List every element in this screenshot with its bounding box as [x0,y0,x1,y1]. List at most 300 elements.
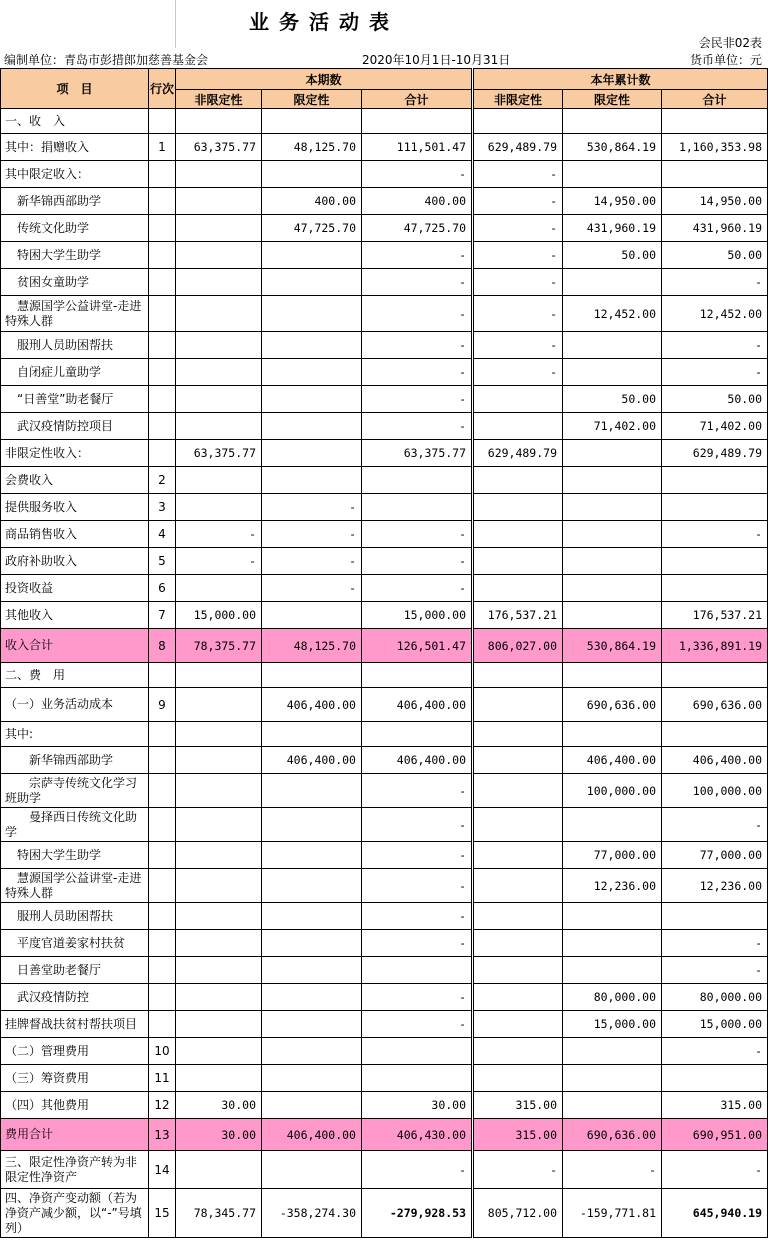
row-item: 其中: [1,722,149,747]
activity-table [0,68,768,1238]
header-line-no: 行次 [149,69,176,109]
header-current: 本期数 [176,69,473,90]
cell-c2 [262,663,362,688]
table-row [1,494,768,521]
row-line-no [149,842,176,869]
header-item: 项 目 [1,69,149,109]
cell-y2 [563,332,662,359]
cell-c2 [262,808,362,842]
cell-c2 [262,722,362,747]
cell-y3: - [662,332,768,359]
cell-c1: 78,375.77 [176,629,262,663]
cell-y3: 431,960.19 [662,215,768,242]
row-line-no: 12 [149,1092,176,1119]
cell-c1 [176,575,262,602]
cell-y3 [662,109,768,134]
row-item: 贫困女童助学 [1,269,149,296]
cell-c2 [262,413,362,440]
cell-y3: 690,951.00 [662,1119,768,1151]
cell-y1 [473,413,563,440]
cell-c3: - [362,386,473,413]
cell-y3 [662,663,768,688]
row-item: 服刑人员助困帮扶 [1,903,149,930]
header-current-total: 合计 [362,90,473,109]
cell-c3 [362,957,473,984]
cell-y3: 12,236.00 [662,869,768,903]
row-item: 其中：捐赠收入 [1,134,149,161]
cell-c3: 406,400.00 [362,688,473,722]
cell-y3: 50.00 [662,242,768,269]
row-item: 二、费 用 [1,663,149,688]
cell-y1 [473,869,563,903]
row-line-no: 1 [149,134,176,161]
cell-y2 [563,494,662,521]
row-item: 挂牌督战扶贫村帮扶项目 [1,1011,149,1038]
cell-c3: - [362,774,473,808]
cell-y1: - [473,215,563,242]
cell-c1 [176,869,262,903]
cell-y3: 629,489.79 [662,440,768,467]
cell-y1 [473,903,563,930]
cell-c1 [176,161,262,188]
cell-y1: - [473,188,563,215]
cell-y2 [563,1065,662,1092]
cell-y1: - [473,269,563,296]
row-item: 日善堂助老餐厅 [1,957,149,984]
row-line-no: 2 [149,467,176,494]
row-line-no: 3 [149,494,176,521]
row-item: 武汉疫情防控 [1,984,149,1011]
table-row [1,188,768,215]
cell-c3: 406,430.00 [362,1119,473,1151]
table-row [1,1119,768,1151]
cell-c1 [176,903,262,930]
cell-y3: - [662,1151,768,1189]
cell-c3 [362,109,473,134]
row-item: 武汉疫情防控项目 [1,413,149,440]
cell-y2: 431,960.19 [563,215,662,242]
cell-y1 [473,957,563,984]
row-line-no: 15 [149,1189,176,1238]
row-line-no [149,109,176,134]
cell-y2: - [563,1151,662,1189]
row-item: “日善堂”助老餐厅 [1,386,149,413]
table-row [1,413,768,440]
cell-c1 [176,242,262,269]
cell-c2 [262,242,362,269]
row-line-no [149,269,176,296]
cell-c1 [176,808,262,842]
cell-c2 [262,386,362,413]
cell-c3: 15,000.00 [362,602,473,629]
row-line-no: 5 [149,548,176,575]
cell-c2 [262,296,362,332]
cell-y3: 1,336,891.19 [662,629,768,663]
row-item: 非限定性收入： [1,440,149,467]
cell-y2 [563,957,662,984]
row-item: 特困大学生助学 [1,842,149,869]
row-item: 新华锦西部助学 [1,188,149,215]
header-current-restricted: 限定性 [262,90,362,109]
row-line-no [149,722,176,747]
cell-y3: - [662,808,768,842]
cell-y2 [563,521,662,548]
table-row [1,215,768,242]
cell-c2: - [262,548,362,575]
cell-c2 [262,467,362,494]
cell-c1 [176,663,262,688]
cell-y3 [662,722,768,747]
row-line-no: 10 [149,1038,176,1065]
cell-y1 [473,930,563,957]
table-row [1,242,768,269]
cell-y2 [563,602,662,629]
cell-y1: - [473,332,563,359]
currency-label: 货币单位：元 [689,53,762,67]
cell-c1 [176,332,262,359]
row-line-no [149,413,176,440]
cell-c2: 47,725.70 [262,215,362,242]
cell-c1 [176,467,262,494]
cell-y1 [473,984,563,1011]
row-item: 一、收 入 [1,109,149,134]
cell-c1 [176,413,262,440]
cell-c3: - [362,242,473,269]
cell-y1 [473,688,563,722]
cell-c3 [362,1038,473,1065]
cell-c2 [262,109,362,134]
cell-y1 [473,1011,563,1038]
cell-y1 [473,521,563,548]
table-row [1,663,768,688]
cell-y2 [563,269,662,296]
cell-y1: - [473,296,563,332]
cell-c1: 63,375.77 [176,440,262,467]
cell-c1: 30.00 [176,1092,262,1119]
cell-c1 [176,957,262,984]
cell-y3: 15,000.00 [662,1011,768,1038]
cell-c1 [176,494,262,521]
cell-y2: 690,636.00 [563,688,662,722]
cell-y2 [563,808,662,842]
cell-c2: 48,125.70 [262,629,362,663]
cell-y1: 805,712.00 [473,1189,563,1238]
page-title: 业务活动表 [249,10,399,34]
cell-y3: 315.00 [662,1092,768,1119]
cell-y2: 50.00 [563,386,662,413]
table-row [1,869,768,903]
cell-c1 [176,722,262,747]
row-item: 特困大学生助学 [1,242,149,269]
cell-c2 [262,903,362,930]
cell-c2 [262,602,362,629]
cell-c3: - [362,332,473,359]
cell-y1 [473,109,563,134]
cell-c2: 48,125.70 [262,134,362,161]
row-line-no [149,296,176,332]
cell-c3 [362,1065,473,1092]
cell-c3: 47,725.70 [362,215,473,242]
row-line-no [149,161,176,188]
row-item: 商品销售收入 [1,521,149,548]
cell-c2: 400.00 [262,188,362,215]
cell-y2: 12,236.00 [563,869,662,903]
cell-c1 [176,215,262,242]
cell-c1: - [176,548,262,575]
cell-y3: 690,636.00 [662,688,768,722]
cell-c1 [176,774,262,808]
cell-y2: 100,000.00 [563,774,662,808]
table-row [1,359,768,386]
cell-y3: - [662,521,768,548]
row-item: 其他收入 [1,602,149,629]
table-body [1,109,768,1238]
cell-c2 [262,1092,362,1119]
row-line-no [149,747,176,774]
cell-c1 [176,688,262,722]
table-row [1,1189,768,1238]
cell-y1 [473,1038,563,1065]
cell-c2 [262,440,362,467]
cell-c2 [262,1011,362,1038]
cell-y2: 14,950.00 [563,188,662,215]
cell-c3: 406,400.00 [362,747,473,774]
header-ytd-total: 合计 [662,90,768,109]
table-row [1,1151,768,1189]
cell-y3 [662,575,768,602]
cell-c3 [362,494,473,521]
cell-y1 [473,548,563,575]
header-ytd-unrestricted: 非限定性 [473,90,563,109]
row-line-no: 8 [149,629,176,663]
row-item: 会费收入 [1,467,149,494]
cell-c3: - [362,296,473,332]
cell-c3: - [362,842,473,869]
row-item: 收入合计 [1,629,149,663]
cell-y2: 80,000.00 [563,984,662,1011]
cell-c3: - [362,869,473,903]
row-item: 平度官道姜家村扶贫 [1,930,149,957]
cell-c3: 30.00 [362,1092,473,1119]
row-item: 费用合计 [1,1119,149,1151]
cell-y3: 100,000.00 [662,774,768,808]
table-row [1,903,768,930]
cell-c2 [262,332,362,359]
cell-y2 [563,663,662,688]
cell-y3: 77,000.00 [662,842,768,869]
cell-y2: 71,402.00 [563,413,662,440]
table-row [1,386,768,413]
table-row [1,332,768,359]
cell-c3: - [362,359,473,386]
table-row [1,688,768,722]
cell-y1 [473,842,563,869]
row-item: 曼择西日传统文化助学 [1,808,149,842]
row-line-no [149,1011,176,1038]
cell-y3: - [662,1038,768,1065]
row-line-no [149,215,176,242]
cell-c3: - [362,808,473,842]
cell-y3: - [662,359,768,386]
cell-y3 [662,467,768,494]
cell-y2 [563,467,662,494]
cell-c3: - [362,1151,473,1189]
row-item: 慧源国学公益讲堂-走进特殊人群 [1,869,149,903]
cell-c1 [176,930,262,957]
row-line-no: 6 [149,575,176,602]
row-line-no: 11 [149,1065,176,1092]
cell-y2: 15,000.00 [563,1011,662,1038]
row-line-no [149,188,176,215]
cell-c2: 406,400.00 [262,688,362,722]
cell-c3: 400.00 [362,188,473,215]
table-row [1,722,768,747]
cell-c1: 78,345.77 [176,1189,262,1238]
cell-c2: - [262,575,362,602]
row-item: 宗萨寺传统文化学习班助学 [1,774,149,808]
row-line-no [149,930,176,957]
table-row [1,747,768,774]
table-row [1,1065,768,1092]
cell-y3 [662,903,768,930]
cell-c2 [262,161,362,188]
cell-y3 [662,548,768,575]
cell-c1 [176,188,262,215]
cell-y2 [563,161,662,188]
cell-c2 [262,842,362,869]
cell-y3: - [662,269,768,296]
cell-y2: 530,864.19 [563,134,662,161]
row-item: 投资收益 [1,575,149,602]
row-item: 提供服务收入 [1,494,149,521]
cell-y1 [473,747,563,774]
row-line-no [149,957,176,984]
cell-c2 [262,869,362,903]
table-row [1,296,768,332]
cell-c2 [262,269,362,296]
cell-y1: 806,027.00 [473,629,563,663]
cell-y1 [473,575,563,602]
cell-y3: 1,160,353.98 [662,134,768,161]
table-row [1,521,768,548]
cell-y3 [662,494,768,521]
cell-c3: - [362,269,473,296]
row-line-no [149,386,176,413]
cell-y2 [563,903,662,930]
header-row-top [1,69,768,90]
table-row [1,1092,768,1119]
row-item: （四）其他费用 [1,1092,149,1119]
cell-y1 [473,1065,563,1092]
cell-c1 [176,1038,262,1065]
cell-c1: 15,000.00 [176,602,262,629]
cell-y2 [563,1092,662,1119]
cell-y2 [563,359,662,386]
cell-c1 [176,747,262,774]
cell-y2 [563,440,662,467]
table-row [1,957,768,984]
cell-y1: - [473,359,563,386]
cell-c2: -358,274.30 [262,1189,362,1238]
cell-y2: 12,452.00 [563,296,662,332]
cell-y2 [563,575,662,602]
cell-y3 [662,1065,768,1092]
cell-c3: - [362,984,473,1011]
cell-c2 [262,359,362,386]
cell-y2: 50.00 [563,242,662,269]
cell-y1 [473,494,563,521]
cell-y1: 315.00 [473,1119,563,1151]
table-row [1,440,768,467]
cell-y1: - [473,242,563,269]
cell-y1: - [473,161,563,188]
cell-y1: 629,489.79 [473,440,563,467]
table-row [1,134,768,161]
cell-c2: - [262,494,362,521]
cell-c3: - [362,161,473,188]
row-item: （一）业务活动成本 [1,688,149,722]
cell-c2: 406,400.00 [262,747,362,774]
cell-y3: 12,452.00 [662,296,768,332]
cell-c3: - [362,930,473,957]
cell-y2 [563,930,662,957]
cell-c2 [262,774,362,808]
row-item: 服刑人员助困帮扶 [1,332,149,359]
cell-c1 [176,386,262,413]
cell-y2 [563,548,662,575]
org-label: 编制单位：青岛市彭措郎加慈善基金会 [4,53,209,67]
cell-y1 [473,467,563,494]
header-ytd-restricted: 限定性 [563,90,662,109]
row-item: 新华锦西部助学 [1,747,149,774]
row-item: 三、限定性净资产转为非限定性净资产 [1,1151,149,1189]
header-current-unrestricted: 非限定性 [176,90,262,109]
cell-y3: - [662,957,768,984]
cell-c3: - [362,1011,473,1038]
table-row [1,467,768,494]
row-line-no: 4 [149,521,176,548]
cell-c1 [176,359,262,386]
row-line-no: 9 [149,688,176,722]
row-line-no [149,774,176,808]
cell-c3: 63,375.77 [362,440,473,467]
cell-y3: 80,000.00 [662,984,768,1011]
cell-y3: 71,402.00 [662,413,768,440]
row-line-no: 7 [149,602,176,629]
row-line-no [149,440,176,467]
table-row [1,161,768,188]
row-item: 传统文化助学 [1,215,149,242]
table-row [1,575,768,602]
row-item: 四、净资产变动额（若为净资产减少额，以“-”号填列） [1,1189,149,1238]
row-item: （二）管理费用 [1,1038,149,1065]
row-line-no [149,332,176,359]
row-line-no: 13 [149,1119,176,1151]
cell-y1 [473,386,563,413]
cell-c3: - [362,521,473,548]
cell-c3 [362,722,473,747]
cell-c3 [362,467,473,494]
cell-y2 [563,109,662,134]
cell-y1: 176,537.21 [473,602,563,629]
cell-y1 [473,774,563,808]
cell-y1 [473,808,563,842]
table-row [1,1038,768,1065]
cell-c1 [176,109,262,134]
cell-c2 [262,1065,362,1092]
cell-y2 [563,1038,662,1065]
row-line-no [149,663,176,688]
